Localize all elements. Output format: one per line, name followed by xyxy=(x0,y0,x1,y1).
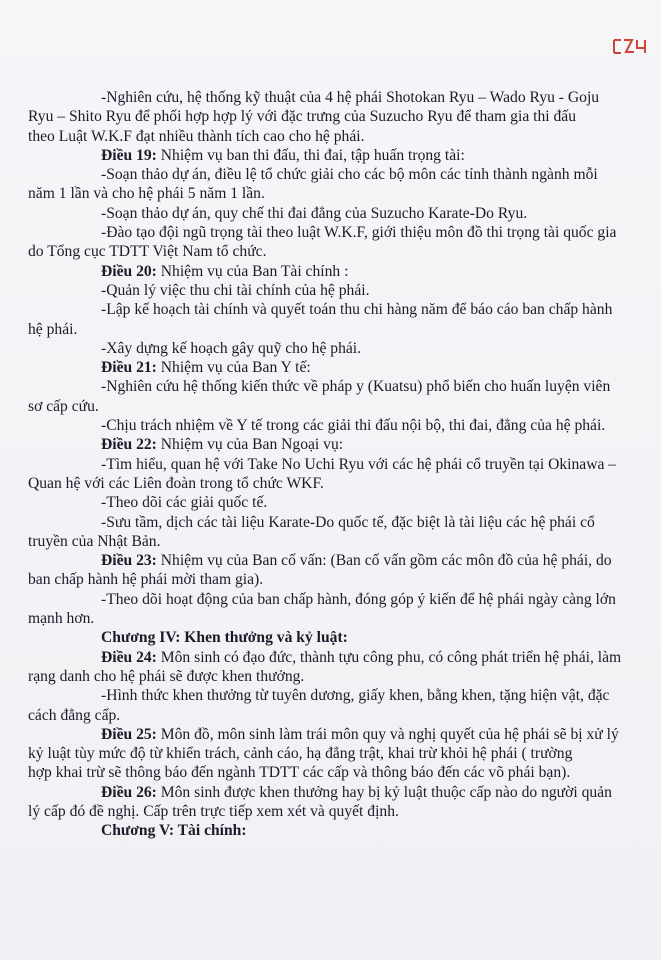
text-line xyxy=(101,725,657,744)
line-text: -Sưu tầm, dịch các tài liệu Karate-Do quốc tế, đặc biệt là tài liệu các hệ phái cổ xyxy=(101,513,595,531)
line-text: -Nghiên cứu, hệ thống kỹ thuật của 4 hệ phái Shotokan Ryu – Wado Ryu - Goju xyxy=(101,89,600,106)
text-line xyxy=(28,667,657,686)
line-text: mạnh hơn. xyxy=(28,610,95,628)
text-line xyxy=(101,416,657,435)
text-line xyxy=(28,744,657,763)
article-heading: Chương V: Tài chính: xyxy=(101,822,247,840)
line-text: Nhiệm vụ của Ban cố vấn: (Ban cố vấn gồm các môn đồ của hệ phái, do xyxy=(156,552,612,570)
text-line xyxy=(28,320,657,339)
line-text: -Lập kế hoạch tài chính và quyết toán thu chi hàng năm để báo cáo ban chấp hành xyxy=(101,301,613,319)
text-line xyxy=(101,455,657,474)
text-line xyxy=(28,397,657,416)
text-line xyxy=(101,146,657,165)
article-heading: Điều 26: xyxy=(101,783,157,801)
text-line xyxy=(101,281,657,300)
line-text: Ryu – Shito Ryu để phối hợp hợp lý với đặc trưng của Suzucho Ryu để tham gia thi đấu xyxy=(28,108,577,126)
line-text: sơ cấp cứu. xyxy=(28,397,99,415)
line-text: Nhiệm vụ của Ban Y tế: xyxy=(156,359,311,377)
text-line xyxy=(28,706,657,725)
text-line xyxy=(28,184,657,203)
text-line xyxy=(28,570,657,589)
line-text: hợp khai trừ sẽ thông báo đến ngành TDTT các cấp và thông báo đến các võ phái bạn). xyxy=(28,764,571,782)
line-text: -Đào tạo đội ngũ trọng tài theo luật W.K.F, giới thiệu môn đồ thi trọng tài quốc gia xyxy=(101,224,617,242)
line-text: truyền của Nhật Bản. xyxy=(28,532,161,550)
text-line xyxy=(101,262,657,281)
text-line xyxy=(101,223,657,242)
line-text: -Theo dõi hoạt động của ban chấp hành, đóng góp ý kiến để hệ phái ngày càng lớn xyxy=(101,590,616,608)
line-text: -Quản lý việc thu chi tài chính của hệ phái. xyxy=(101,281,370,299)
article-heading: Điều 21: xyxy=(101,359,157,377)
text-line xyxy=(101,686,657,705)
line-text: năm 1 lần và cho hệ phái 5 năm 1 lần. xyxy=(28,185,265,203)
line-text: -Hình thức khen thưởng từ tuyên dương, giấy khen, bằng khen, tặng hiện vật, đặc xyxy=(101,687,610,705)
line-text: -Tìm hiểu, quan hệ với Take No Uchi Ryu với các hệ phái cổ truyền tại Okinawa – xyxy=(101,455,617,473)
text-line xyxy=(28,242,657,261)
text-line xyxy=(101,88,657,107)
line-text: Quan hệ với các Liên đoàn trong tổ chức WKF. xyxy=(28,474,324,492)
line-text: -Theo dõi các giải quốc tế. xyxy=(101,494,268,512)
line-text: hệ phái. xyxy=(28,320,78,338)
text-line xyxy=(101,339,657,358)
article-heading: Điều 22: xyxy=(101,436,157,454)
text-line xyxy=(101,377,657,396)
line-text: Môn đồ, môn sinh làm trái môn quy và nghị quyết của hệ phái sẽ bị xử lý xyxy=(156,725,619,743)
text-line xyxy=(28,474,657,493)
article-heading: Điều 25: xyxy=(101,725,157,743)
article-heading: Điều 20: xyxy=(101,262,157,280)
line-text: -Soạn thảo dự án, điều lệ tổ chức giải cho các bộ môn các tỉnh thành ngành mỗi xyxy=(101,166,598,184)
line-text: -Nghiên cứu hệ thống kiến thức về pháp y (Kuatsu) phổ biến cho huấn luyện viên xyxy=(101,378,611,396)
text-line xyxy=(101,590,657,609)
text-line xyxy=(101,821,657,840)
line-text: -Chịu trách nhiệm về Y tế trong các giải thi đấu nội bộ, thi đai, đẳng của hệ phái. xyxy=(101,417,606,435)
line-text: do Tổng cục TDTT Việt Nam tổ chức. xyxy=(28,243,267,261)
line-text: theo Luật W.K.F đạt nhiều thành tích cao cho hệ phái. xyxy=(28,127,365,145)
text-line xyxy=(101,165,657,184)
article-heading: Điều 19: xyxy=(101,146,157,164)
article-heading: Điều 23: xyxy=(101,552,157,570)
text-line xyxy=(101,783,657,802)
article-heading: Chương IV: Khen thưởng và kỷ luật: xyxy=(101,629,348,647)
text-line xyxy=(101,551,657,570)
line-text: -Xây dựng kế hoạch gây quỹ cho hệ phái. xyxy=(101,339,362,357)
line-text: cách đẳng cấp. xyxy=(28,706,121,724)
line-text: rạng danh cho hệ phái sẽ được khen thưởng. xyxy=(28,667,305,685)
article-heading: Điều 24: xyxy=(101,648,157,666)
line-text: Nhiệm vụ của Ban Tài chính : xyxy=(156,262,349,280)
line-text: -Soạn thảo dự án, quy chế thi đai đẳng của Suzucho Karate-Do Ryu. xyxy=(101,204,528,222)
line-text: Môn sinh có đạo đức, thành tựu công phu, có công phát triển hệ phái, làm xyxy=(156,648,622,666)
text-line xyxy=(28,532,657,551)
text-line xyxy=(101,628,657,647)
text-line xyxy=(101,513,657,532)
text-line xyxy=(101,358,657,377)
text-line xyxy=(28,107,657,126)
text-line xyxy=(28,127,657,146)
line-text: lý cấp đó đề nghị. Cấp trên trực tiếp xem xét và quyết định. xyxy=(28,802,399,820)
line-text: Nhiệm vụ ban thi đấu, thi đai, tập huấn trọng tài: xyxy=(156,146,465,164)
line-text: kỷ luật tùy mức độ từ khiển trách, cảnh cáo, hạ đẳng trật, khai trừ khỏi hệ phái ( trường xyxy=(28,745,573,763)
text-line xyxy=(101,493,657,512)
text-line xyxy=(101,648,657,667)
text-line xyxy=(101,435,657,454)
text-line xyxy=(101,204,657,223)
line-text: Nhiệm vụ của Ban Ngoại vụ: xyxy=(156,436,344,454)
line-text: Môn sinh được khen thưởng hay bị kỷ luật thuộc cấp nào do người quản xyxy=(156,783,612,801)
text-line xyxy=(101,300,657,319)
text-line xyxy=(28,763,657,782)
text-line xyxy=(28,802,657,821)
document-body xyxy=(28,88,657,841)
red-seal-icon xyxy=(611,36,649,56)
line-text: ban chấp hành hệ phái mời tham gia). xyxy=(28,571,264,589)
text-line xyxy=(28,609,657,628)
